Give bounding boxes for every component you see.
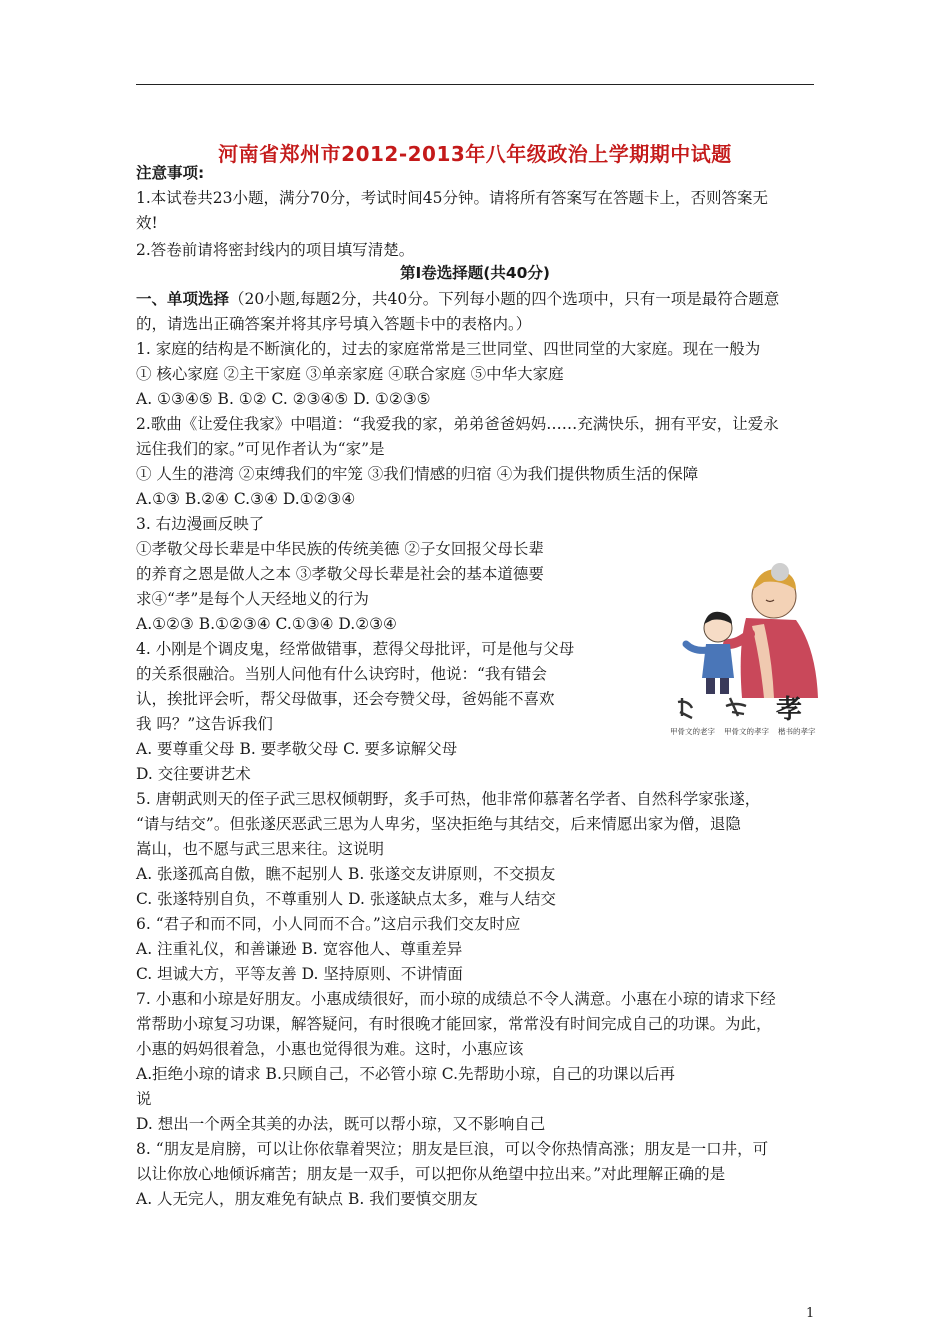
header-rule: [136, 84, 814, 85]
question-line: 嵩山，也不愿与武三思来往。这说明: [136, 840, 385, 858]
question-line: D. 交往要讲艺术: [136, 765, 251, 783]
question-line: A.①③ B.②④ C.③④ D.①②③④: [136, 490, 356, 508]
page-title: 河南省郑州市2012-2013年八年级政治上学期期中试题: [218, 142, 732, 166]
question-line: A. 人无完人，朋友难免有缺点 B. 我们要慎交朋友: [136, 1190, 478, 1208]
caption-oracle-xiao: 甲骨文的孝字: [724, 727, 769, 736]
part-heading: 一、单项选择: [136, 290, 230, 308]
question-line: 2.歌曲《让爱住我家》中唱道：“我爱我的家，弟弟爸爸妈妈……充满快乐，拥有平安，让爱永: [136, 415, 779, 433]
question-line: A. 注重礼仪，和善谦逊 B. 宽容他人、尊重差异: [136, 940, 463, 958]
cartoon-illustration: [668, 548, 826, 738]
notice-heading: 注意事项:: [136, 164, 205, 182]
question-line: C. 坦诚大方，平等友善 D. 坚持原则、不讲情面: [136, 965, 463, 983]
question-line: ①孝敬父母长辈是中华民族的传统美德 ②子女回报父母长辈: [136, 540, 544, 558]
xiao-character: 孝: [776, 695, 803, 725]
question-line: 常帮助小琼复习功课，解答疑问，有时很晚才能回家，常常没有时间完成自己的功课。为此，: [136, 1015, 772, 1033]
notice-line-2: 效!: [136, 214, 158, 232]
question-line: “请与结交”。但张遂厌恶武三思为人卑劣，坚决拒绝与其结交，后来情愿出家为僧，退隐: [136, 815, 741, 833]
section-title: 第Ⅰ卷选择题(共40分): [399, 264, 550, 282]
question-line: 求④“孝”是每个人天经地义的行为: [136, 590, 369, 608]
question-line: 4. 小刚是个调皮鬼，经常做错事，惹得父母批评，可是他与父母: [136, 640, 575, 658]
part-instructions-line-1: [136, 288, 779, 310]
notice-line-1: 1.本试卷共23小题，满分70分，考试时间45分钟。请将所有答案写在答题卡上，否则答案无: [136, 189, 768, 207]
question-line: C. 张遂特别自负，不尊重别人 D. 张遂缺点太多，难与人结交: [136, 890, 556, 908]
question-line: 的关系很融洽。当别人问他有什么诀窍时，他说：“我有错会: [136, 665, 547, 683]
question-line: 小惠的妈妈很着急，小惠也觉得很为难。这时，小惠应该: [136, 1040, 524, 1058]
question-line: 6. “君子和而不同，小人同而不合。”这启示我们交友时应: [136, 915, 521, 933]
caption-kaishu-xiao: 楷书的孝字: [778, 727, 816, 736]
question-line: 的养育之恩是做人之本 ③孝敬父母长辈是社会的基本道德要: [136, 565, 544, 583]
question-line: A.①②③ B.①②③④ C.①③④ D.②③④: [136, 615, 397, 633]
question-line: ① 人生的港湾 ②束缚我们的牢笼 ③我们情感的归宿 ④为我们提供物质生活的保障: [136, 465, 699, 483]
part-instructions-text: （20小题,每题2分，共40分。下列每小题的四个选项中，只有一项是最符合题意: [229, 290, 780, 308]
caption-oracle-lao: 甲骨文的老字: [670, 727, 715, 736]
question-line: 以让你放心地倾诉痛苦；朋友是一双手，可以把你从绝望中拉出来。”对此理解正确的是: [136, 1165, 726, 1183]
question-line: A. 张遂孤高自傲，瞧不起别人 B. 张遂交友讲原则，不交损友: [136, 865, 556, 883]
question-line: ① 核心家庭 ②主干家庭 ③单亲家庭 ④联合家庭 ⑤中华大家庭: [136, 365, 564, 383]
question-line: A.拒绝小琼的请求 B.只顾自己，不必管小琼 C.先帮助小琼，自己的功课以后再: [136, 1065, 676, 1083]
part-instructions-line-2: 的，请选出正确答案并将其序号填入答题卡中的表格内。）: [136, 315, 532, 333]
question-line: 7. 小惠和小琼是好朋友。小惠成绩很好，而小琼的成绩总不令人满意。小惠在小琼的请求下经: [136, 990, 776, 1008]
question-line: A. 要尊重父母 B. 要孝敬父母 C. 要多谅解父母: [136, 740, 458, 758]
filial-piety-cartoon: [668, 548, 826, 738]
question-line: 远住我们的家。”可见作者认为“家”是: [136, 440, 385, 458]
question-line: 3. 右边漫画反映了: [136, 515, 265, 533]
question-line: 5. 唐朝武则天的侄子武三思权倾朝野，炙手可热，他非常仰慕著名学者、自然科学家张遂，: [136, 790, 761, 808]
question-line: A. ①③④⑤ B. ①② C. ②③④⑤ D. ①②③⑤: [136, 390, 431, 408]
page-number: 1: [806, 1306, 815, 1321]
question-line: 8. “朋友是肩膀，可以让你依靠着哭泣；朋友是巨浪，可以令你热情高涨；朋友是一口井，可: [136, 1140, 769, 1158]
question-line: D. 想出一个两全其美的办法，既可以帮小琼，又不影响自己: [136, 1115, 546, 1133]
question-line: 认，挨批评会听，帮父母做事，还会夸赞父母，爸妈能不喜欢: [136, 690, 555, 708]
question-line: 1. 家庭的结构是不断演化的，过去的家庭常常是三世同堂、四世同堂的大家庭。现在一般为: [136, 340, 761, 358]
notice-line-3: 2.答卷前请将密封线内的项目填写清楚。: [136, 241, 415, 259]
question-line: 我 吗？”这告诉我们: [136, 715, 273, 733]
question-line: 说: [136, 1090, 152, 1108]
